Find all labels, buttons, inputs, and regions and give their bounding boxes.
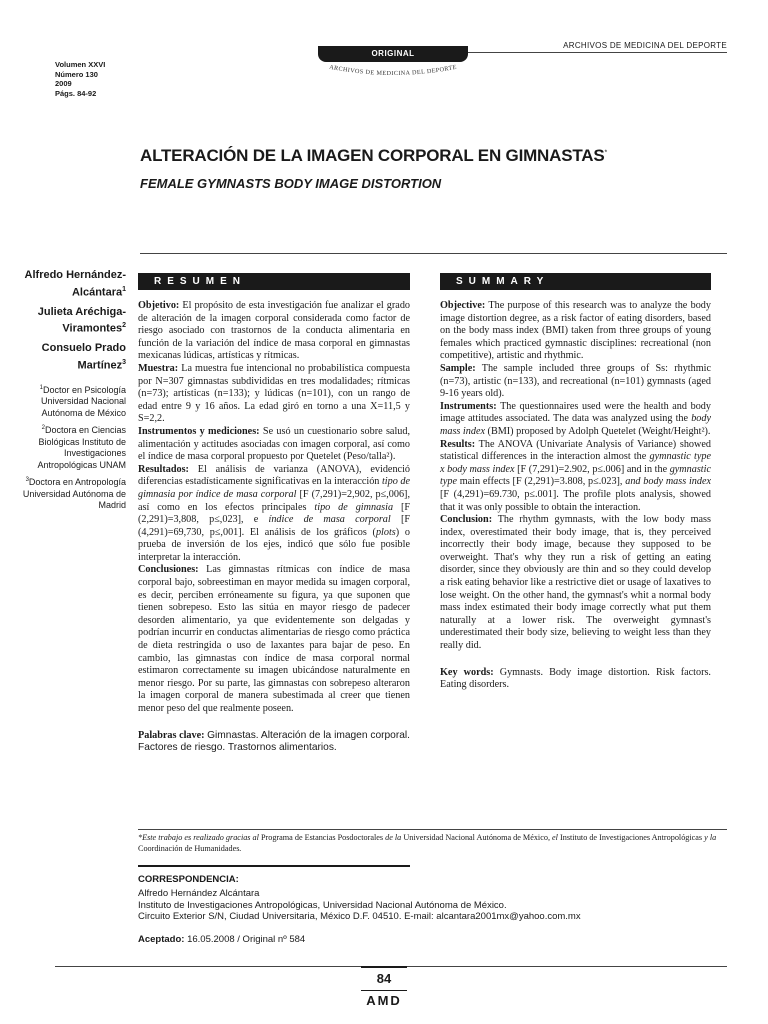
page-number: 84 (376, 971, 392, 986)
summary-paragraph: Sample: The sample included three groups of Ss: rhythmic (n=73), artistic (n=133), and recreational (n=101) gymnasts (aged 9-16 years old). (440, 362, 711, 400)
affiliation: $^1$Doctor en Psicología Universidad Nacional Autónoma de México (39, 384, 126, 418)
journal-abbrev-rule (361, 990, 407, 991)
resumen-paragraph: Conclusiones: Las gimnastas rítmicas con índice de masa corporal bajo, sobreestiman en mayor medida su imagen corporal, es decir, perciben erróneamente su figura, ya que suponen que tienen sobrepeso. Esto las sitúa en mayor riesgo de padecer desorden alimentario, ya que evidentemente son delgadas y podrían incurrir en conductas alimentarias de riesgo como práctica de dieta restringida o uso de laxantes para bajar de peso. En cambio, las gimnastas con índice de masa corporal normal estimaron correctamente su imagen ubicándose naturalmente en menor riesgo. Por su parte, las gimnastas con sobrepeso alteraron la imagen corporal de manera subestimada al creer que tienen menor peso del que realmente poseen. (138, 564, 411, 714)
correspondence-heading: CORRESPONDENCIA: (138, 874, 239, 885)
affiliation: $^2$Doctora en Ciencias Biológicas Instituto de Investigaciones Antropológicas UNAM (37, 425, 126, 470)
resumen-paragraph: Objetivo: El propósito de esta investigación fue analizar el grado de alteración de la imagen corporal considerada como factor de riesgo asociado con trastornos de la conducta alimentaria en función de la variación del índice de masa corporal en gimnastas mexicanas lúdicas, artísticas y rítmicas. (138, 300, 411, 362)
title-rule (140, 253, 727, 254)
article-title: ALTERACIÓN DE LA IMAGEN CORPORAL EN GIMNASTAS* (140, 146, 608, 165)
summary-paragraph: Objective: The purpose of this research was to analyze the body image distortion degree, as a risk factor of eating disorders, based on the body mass index (BMI) taken from three groups of young females which practiced gymnastic disciplines: recreational (non competitive), artistic and rhythmic. (440, 300, 711, 362)
summary-paragraph: Conclusion: The rhythm gymnasts, with the low body mass index, overestimated their body image, that is, they perceived incorrectly their body image, because they supposed to be overweight. That's why they run a risk of getting an eating disorder, since they obviously are thin and so they could develop a risk eating behavior like a restrictive diet or usage of laxatives to lose weight. On the other hand, the gymnast's whit a normal body mass index estimated their body image correctly what put them naturally at a lower risk. The overweight gymnast's underestimated their body size, believing to weight less than they really did. (440, 514, 712, 652)
volume-info (55, 60, 105, 98)
author-list (20, 268, 126, 512)
correspondence-name: Alfredo Hernández Alcántara (138, 888, 260, 899)
journal-abbrev: AMD (366, 993, 402, 1008)
summary-body (440, 300, 711, 692)
resumen-paragraph: Instrumentos y mediciones: Se usó un cuestionario sobre salud, alimentación y actitudes asociadas con imagen corporal, así como el índice de masa corporal propuesto por Quetelet (Peso/talla²). (138, 425, 411, 463)
resumen-paragraph: Resultados: El análisis de varianza (ANOVA), evidenció diferencias estadísticamente significativas en la interacción tipo de gimnasia por índice de masa corporal [F (7,291)=2,902, p≤,006], así como en los efectos principales tipo de gimnasia [F (2,291)=3,808, p≤,023], e índice de masa corporal [F (4,291)=69,730, p≤,001]. El análisis de los gráficos (plots) o prueba de inversión de los ejes, indicó que sólo fue posible interpretar la interacción. (138, 463, 411, 563)
article-subtitle: FEMALE GYMNASTS BODY IMAGE DISTORTION (140, 176, 442, 191)
resumen-body (138, 300, 410, 755)
section-badge: ORIGINAL (318, 46, 468, 62)
journal-name-header: ARCHIVOS DE MEDICINA DEL DEPORTE (563, 41, 727, 50)
issue-number: Número 130 (55, 69, 98, 79)
year: 2009 (55, 79, 72, 88)
svg-text:ARCHIVOS DE MEDICINA DEL DEPOR (329, 64, 458, 77)
funding-footnote: *Este trabajo es realizado gracias al Programa de Estancias Posdoctorales de la Universidad Nacional Autónoma de México, el Instituto de Investigaciones Antropológicas y la Coordinación de Humanidades. (138, 833, 717, 853)
summary-paragraph: Instruments: The questionnaires used were the health and body image attitudes associated. The data was analyzed using the body mass index (BMI) proposed by Adolph Quetelet (Weight/Height²). (440, 400, 712, 437)
affiliation: $^3$Doctora en Antropología Universidad Autónoma de Madrid (22, 477, 126, 511)
correspondence-address: Circuito Exterior S/N, Ciudad Universitaria, México D.F. 04510. E-mail: alcantara2001mx@yahoo.com.mx (138, 911, 581, 922)
journal-logo-arc (318, 60, 468, 82)
correspondence-rule (138, 865, 410, 867)
page-number-bar (361, 966, 407, 968)
logo-arc-text: ARCHIVOS DE MEDICINA DEL DEPORTE (328, 63, 458, 78)
summary-heading: SUMMARY (440, 273, 711, 290)
resumen-paragraph: Muestra: La muestra fue intencional no probabilística compuesta por N=307 gimnastas subdivididas en tres modalidades; rítmicas (n=73); artísticas (n=133); y lúdicas (n=101), con un rango de edad entre 9 y 16 años. La edad giró en torno a una X=11,5 y S=2,2. (138, 362, 411, 425)
summary-keywords: Key words: Gymnasts. Body image distortion. Risk factors. Eating disorders. (440, 666, 711, 691)
author-name: Alfredo Hernández-Alcántara$^1$ (24, 269, 126, 299)
acceptance-date: Aceptado: 16.05.2008 / Original nº 584 (138, 934, 306, 945)
correspondence-body (138, 888, 581, 923)
pages: Págs. 84-92 (55, 88, 97, 98)
footnote-rule (138, 829, 727, 830)
resumen-heading: RESUMEN (138, 273, 410, 290)
correspondence-institution: Instituto de Investigaciones Antropológicas, Universidad Nacional Autónoma de México. (138, 899, 507, 911)
author-name: Consuelo Prado Martínez$^3$ (41, 342, 126, 372)
volume: Volumen XXVI (55, 60, 106, 69)
author-name: Julieta Aréchiga-Viramontes$^2$ (37, 305, 126, 335)
resumen-keywords: Palabras clave: Gimnastas. Alteración de la imagen corporal. Factores de riesgo. Trastornos alimentarios. (138, 729, 410, 754)
summary-paragraph: Results: The ANOVA (Univariate Analysis of Variance) showed statistical differences in the interaction almost the gymnastic type x body mass index [F (7,291)=2.902, p≤.006] and in the gymnastic type main effects [F (2,291)=3.808, p≤.023], and body mass index [F (4,291)=69.730, p≤.001]. The profile plots analysis, showed that it was only possible to obtain the interaction. (440, 438, 712, 513)
